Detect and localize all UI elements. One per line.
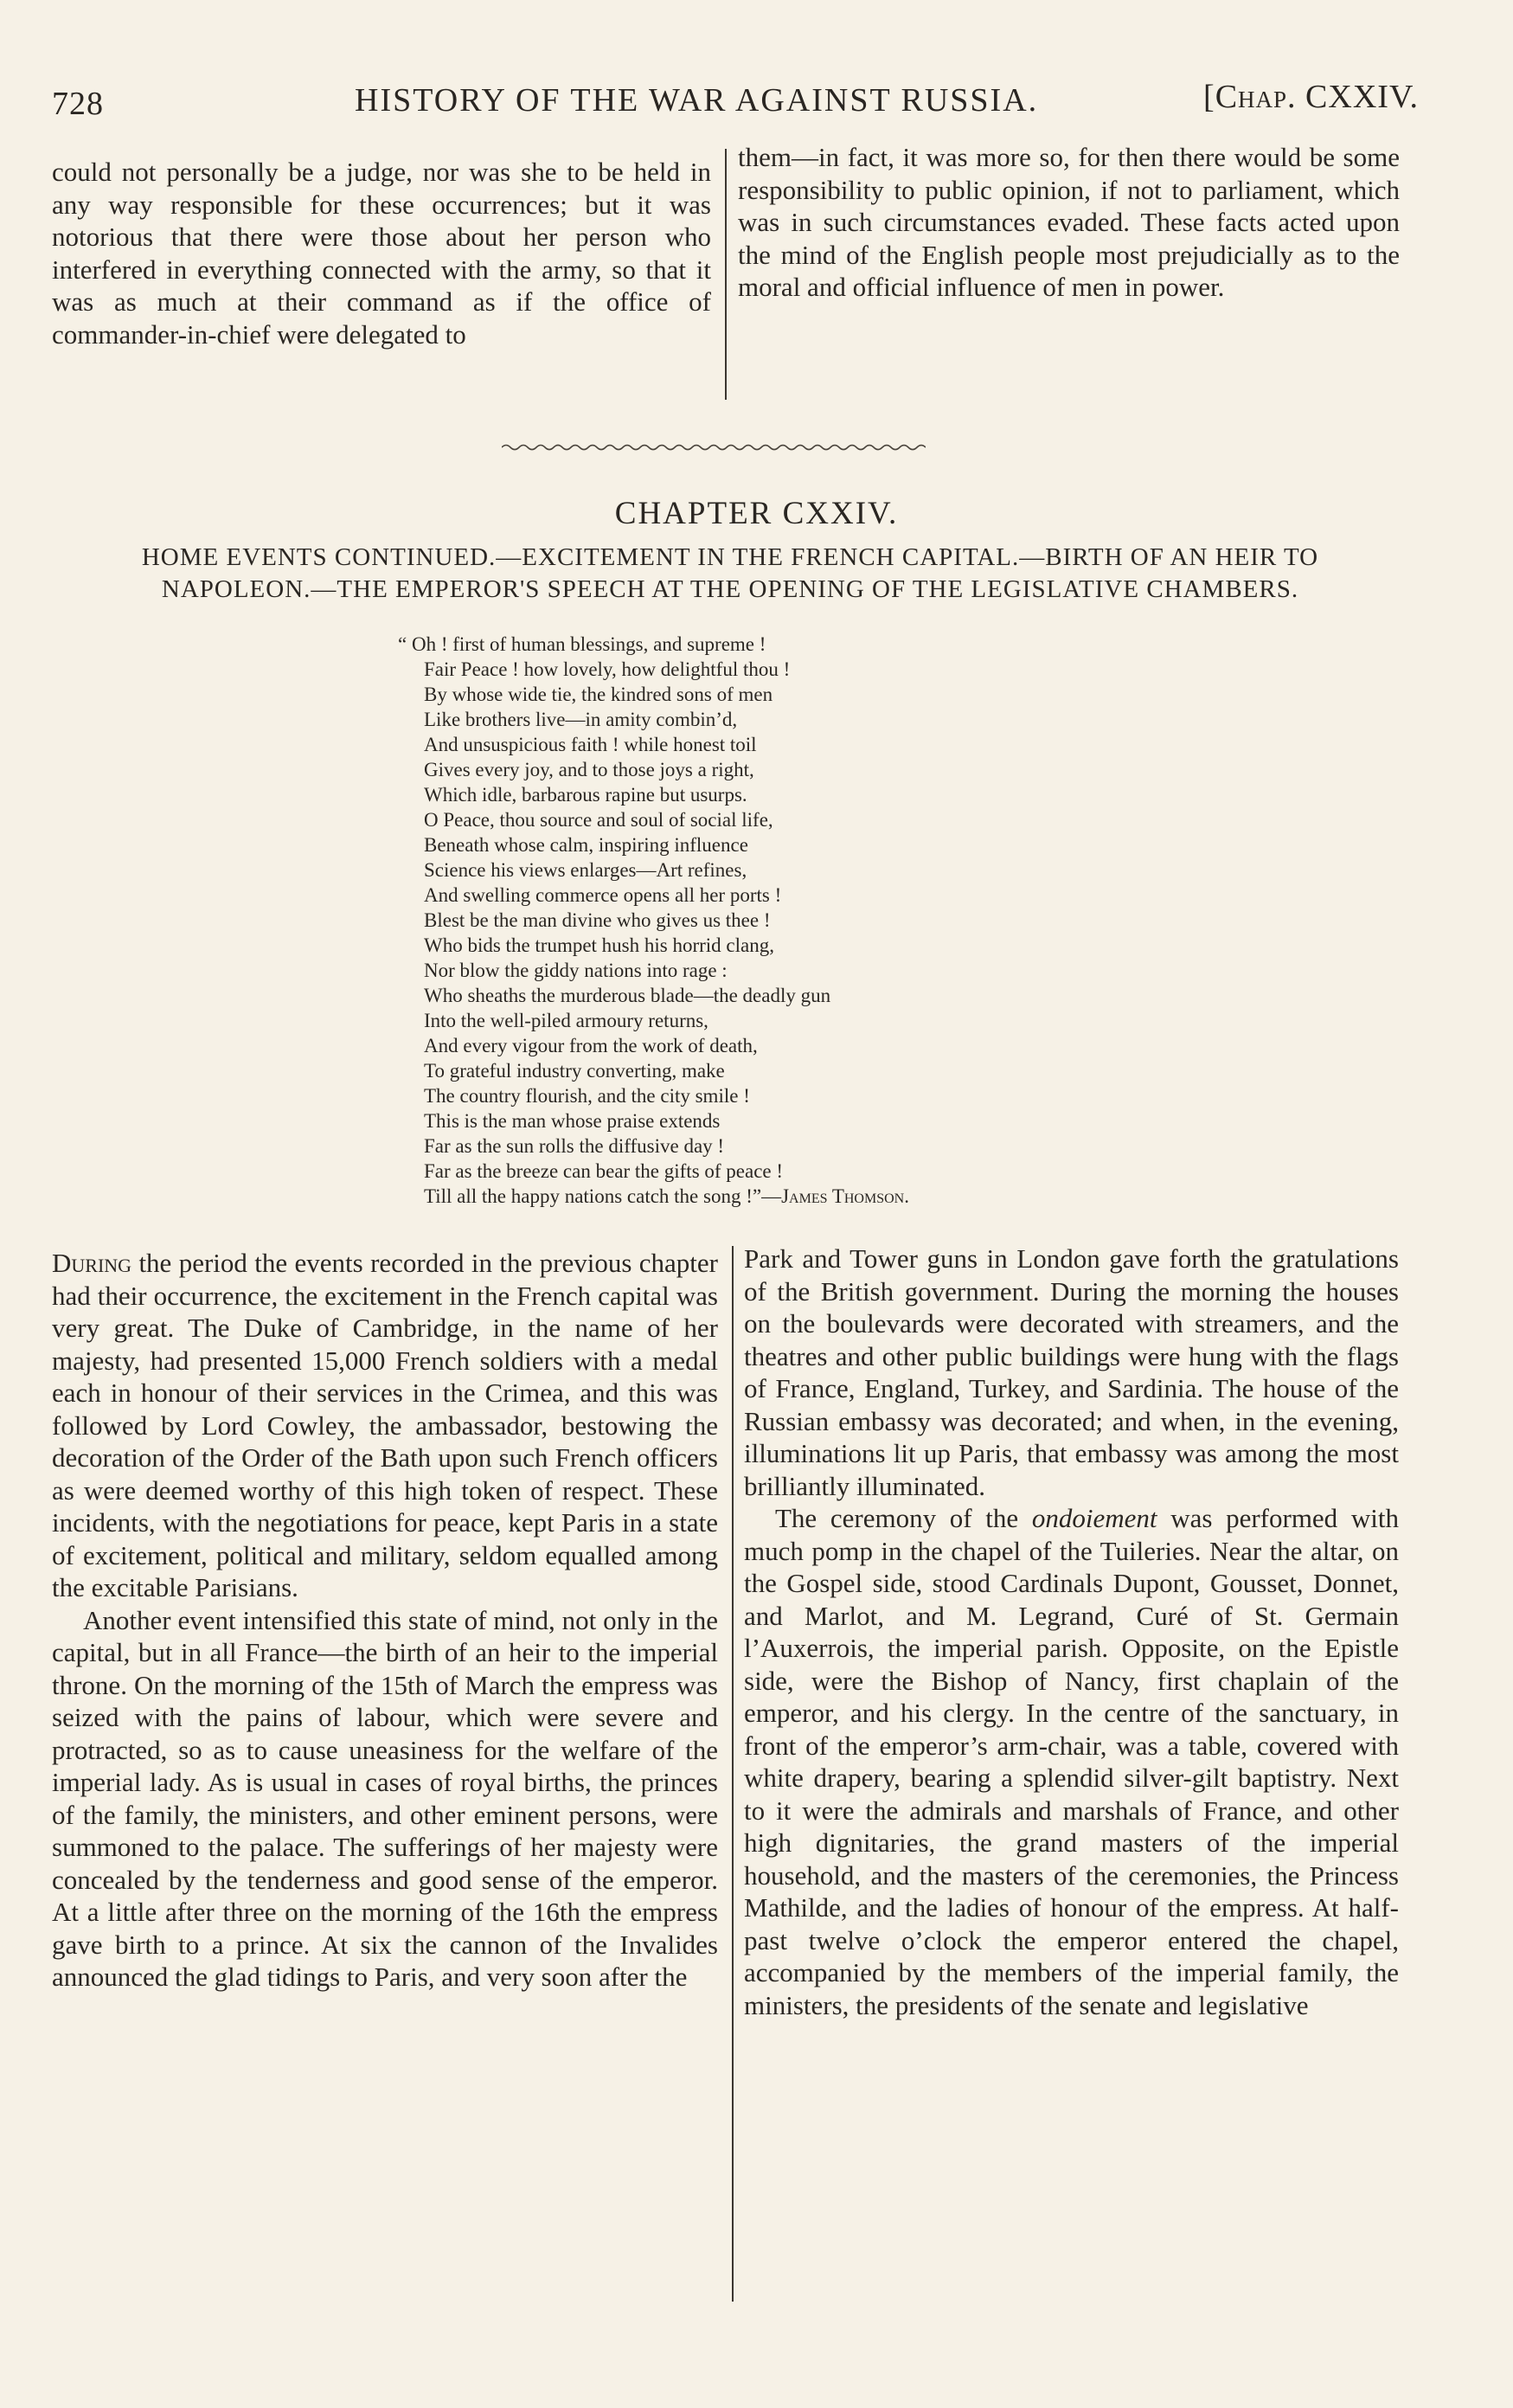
poem-line-text: Till all the happy nations catch the song !”— <box>424 1185 782 1207</box>
paragraph <box>744 1502 1399 2021</box>
body-left-column <box>52 1247 718 1994</box>
paragraph-text: was performed with much pomp in the chapel of the Tuileries. Near the altar, on the Gospel side, stood Cardinals Dupont, Gousset, Donnet, and Marlot, and M. Legrand, Curé of St. Germain l’Auxerrois, the imperial parish. Opposite, on the Epistle side, were the Bishop of Nancy, first chaplain of the emperor, and his clergy. In the centre of the sanctuary, in front of the emperor’s arm-chair, was a table, covered with white drapery, bearing a splendid silver-gilt baptistry. Next to it were the admirals and marshals of France, and other high dignitaries, the grand masters of the imperial household, and the masters of the ceremonies, the Princess Mathilde, and the ladies of honour of the empress. At half-past twelve o’clock the emperor entered the chapel, accompanied by the members of the imperial family, the ministers, the presidents of the senate and legislative <box>744 1503 1399 2020</box>
opening-word: During <box>52 1248 132 1278</box>
paragraph: could not personally be a judge, nor was she to be held in any way responsible for these occurrences; but it was notorious that there were those about her person who interfered in everything connected with the army, so that it was as much at their command as if the office of commander-in-chief were delegated to <box>52 157 711 350</box>
chapter-summary-line: NAPOLEON.—THE EMPEROR'S SPEECH AT THE OPENING OF THE LEGISLATIVE CHAMBERS. <box>161 575 1299 603</box>
poem-line: And every vigour from the work of death, <box>424 1035 758 1056</box>
poem-line: Which idle, barbarous rapine but usurps. <box>424 784 747 806</box>
poem-line: And unsuspicious faith ! while honest toil <box>424 734 757 755</box>
column-rule <box>725 149 727 400</box>
poem-line: Far as the sun rolls the diffusive day ! <box>424 1135 725 1157</box>
chapter-summary <box>52 542 1408 606</box>
poem-line: Gives every joy, and to those joys a right, <box>424 759 754 780</box>
epigraph-poem <box>398 632 1176 1209</box>
paragraph: them—in fact, it was more so, for then there would be some responsibility to public opinion, if not to parliament, which was in such circumstances evaded. These facts acted upon the mind of the English people most prejudicially as to the moral and official influence of men in power. <box>738 142 1400 302</box>
paragraph: Another event intensified this state of mind, not only in the capital, but in all France—the birth of an heir to the imperial throne. On the morning of the 15th of March the empress was seized with the pains of labour, which were severe and protracted, so as to cause uneasiness for the welfare of the imperial lady. As is usual in cases of royal births, the princes of the family, the ministers, and other eminent persons, were summoned to the palace. The sufferings of her majesty were concealed by the tenderness and good sense of the emperor. At a little after three on the morning of the 16th the empress gave birth to a prince. At six the cannon of the Invalides announced the glad tidings to Paris, and very soon after the <box>52 1604 718 1992</box>
chapter-summary-line: HOME EVENTS CONTINUED.—EXCITEMENT IN THE FRENCH CAPITAL.—BIRTH OF AN HEIR TO <box>141 543 1319 571</box>
poem-line: Fair Peace ! how lovely, how delightful thou ! <box>424 658 791 680</box>
italic-term: ondoiement <box>1031 1503 1157 1533</box>
poem-attribution: James Thomson. <box>781 1185 909 1207</box>
paragraph-text: the period the events recorded in the previous chapter had their occurrence, the excitement in the French capital was very great. The Duke of Cambridge, in the name of her majesty, had presented 15,000 French soldiers with a medal each in honour of their services in the Crimea, and this was followed by Lord Cowley, the ambassador, bestowing the decoration of the Order of the Bath upon such French officers as were deemed worthy of this high token of respect. These incidents, with the negotiations for peace, kept Paris in a state of excitement, political and military, seldom equalled among the excitable Parisians. <box>52 1248 718 1602</box>
page-number: 728 <box>52 86 104 122</box>
poem-line-final <box>398 1184 1176 1209</box>
column-rule <box>732 1246 734 2302</box>
chapter-title: CHAPTER CXXIV. <box>614 496 899 531</box>
top-left-column <box>52 156 711 350</box>
poem-line: Blest be the man divine who gives us thee ! <box>424 909 771 931</box>
poem-line: Into the well-piled armoury returns, <box>424 1010 708 1031</box>
poem-line: Nor blow the giddy nations into rage : <box>424 960 728 981</box>
poem-line: This is the man whose praise extends <box>424 1110 721 1132</box>
body-right-column <box>744 1243 1399 2021</box>
poem-line: O Peace, thou source and soul of social life, <box>424 809 773 831</box>
paragraph: Park and Tower guns in London gave forth the gratulations of the British government. During the morning the houses on the boulevards were decorated with streamers, and the theatres and other public buildings were hung with the flags of France, England, Turkey, and Sardinia. The house of the Russian embassy was decorated; and when, in the evening, illuminations lit up Paris, that embassy was among the most brilliantly illuminated. <box>744 1243 1399 1501</box>
poem-line: Science his views enlarges—Art refines, <box>424 859 747 881</box>
running-header <box>52 74 1419 126</box>
poem-line: Like brothers live—in amity combin’d, <box>424 709 738 730</box>
section-ornament <box>502 441 926 453</box>
poem-line: To grateful industry converting, make <box>424 1060 725 1082</box>
poem-line: The country flourish, and the city smile ! <box>424 1085 750 1107</box>
poem-line: By whose wide tie, the kindred sons of men <box>424 684 773 705</box>
top-right-column <box>738 141 1400 304</box>
poem-line: “ Oh ! first of human blessings, and supreme ! <box>398 633 766 655</box>
poem-line: Beneath whose calm, inspiring influence <box>424 834 748 856</box>
poem-line: Who sheaths the murderous blade—the deadly gun <box>424 985 831 1006</box>
poem-line: Who bids the trumpet hush his horrid clang, <box>424 934 774 956</box>
poem-line: And swelling commerce opens all her ports ! <box>424 884 782 906</box>
poem-line: Far as the breeze can bear the gifts of peace ! <box>424 1160 784 1182</box>
running-title: HISTORY OF THE WAR AGAINST RUSSIA. <box>355 82 1039 119</box>
paragraph-text: The ceremony of the <box>775 1503 1032 1533</box>
chapter-reference: [Chap. CXXIV. <box>1203 79 1419 115</box>
paragraph <box>52 1247 718 1604</box>
